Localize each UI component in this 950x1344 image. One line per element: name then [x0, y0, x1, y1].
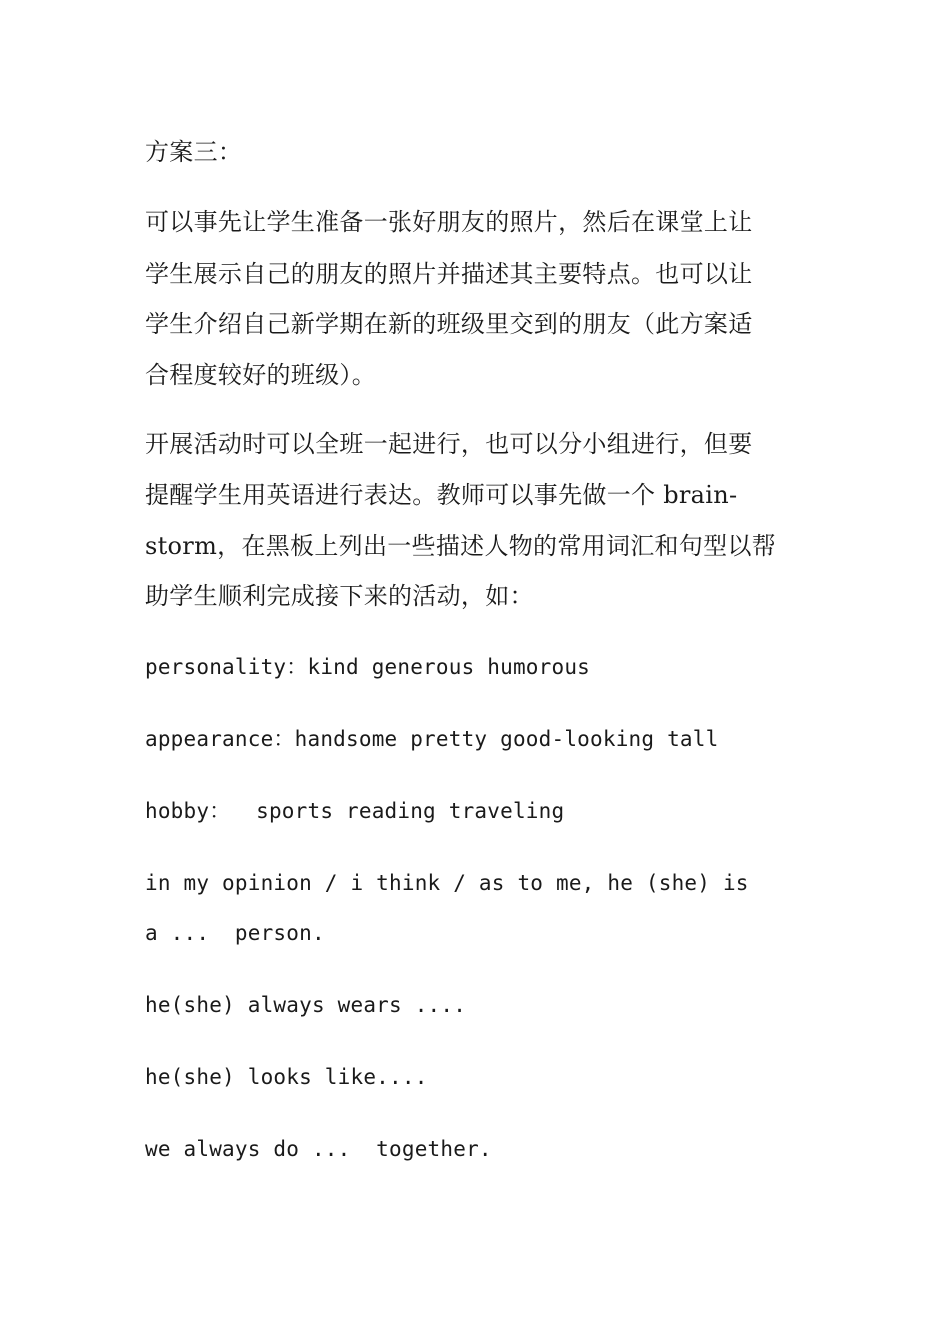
paragraph-line: storm，在黑板上列出一些描述人物的常用词汇和句型以帮: [145, 532, 777, 560]
paragraph-line: 可以事先让学生准备一张好朋友的照片，然后在课堂上让: [145, 208, 753, 236]
pattern-wears: he(she) always wears ....: [145, 993, 467, 1017]
pattern-looks-like: he(she) looks like....: [145, 1065, 428, 1089]
paragraph-line: 开展活动时可以全班一起进行，也可以分小组进行，但要: [145, 430, 753, 458]
vocab-personality: personality：kind generous humorous: [145, 655, 591, 679]
vocab-hobby: hobby： sports reading traveling: [145, 799, 565, 823]
section-heading: 方案三：: [145, 138, 243, 166]
paragraph-line: 合程度较好的班级）。: [145, 361, 376, 389]
pattern-opinion: in my opinion / i think / as to me, he (she) is: [145, 871, 749, 895]
paragraph-line: 学生展示自己的朋友的照片并描述其主要特点。也可以让: [145, 260, 753, 288]
paragraph-line: 提醒学生用英语进行表达。教师可以事先做一个 brain-: [145, 481, 738, 509]
paragraph-line: 学生介绍自己新学期在新的班级里交到的朋友（此方案适: [145, 310, 753, 338]
pattern-opinion-continued: a ... person.: [145, 921, 325, 945]
pattern-together: we always do ... together.: [145, 1137, 492, 1161]
paragraph-line: 助学生顺利完成接下来的活动，如：: [145, 582, 534, 610]
vocab-appearance: appearance：handsome pretty good-looking tall: [145, 727, 719, 751]
